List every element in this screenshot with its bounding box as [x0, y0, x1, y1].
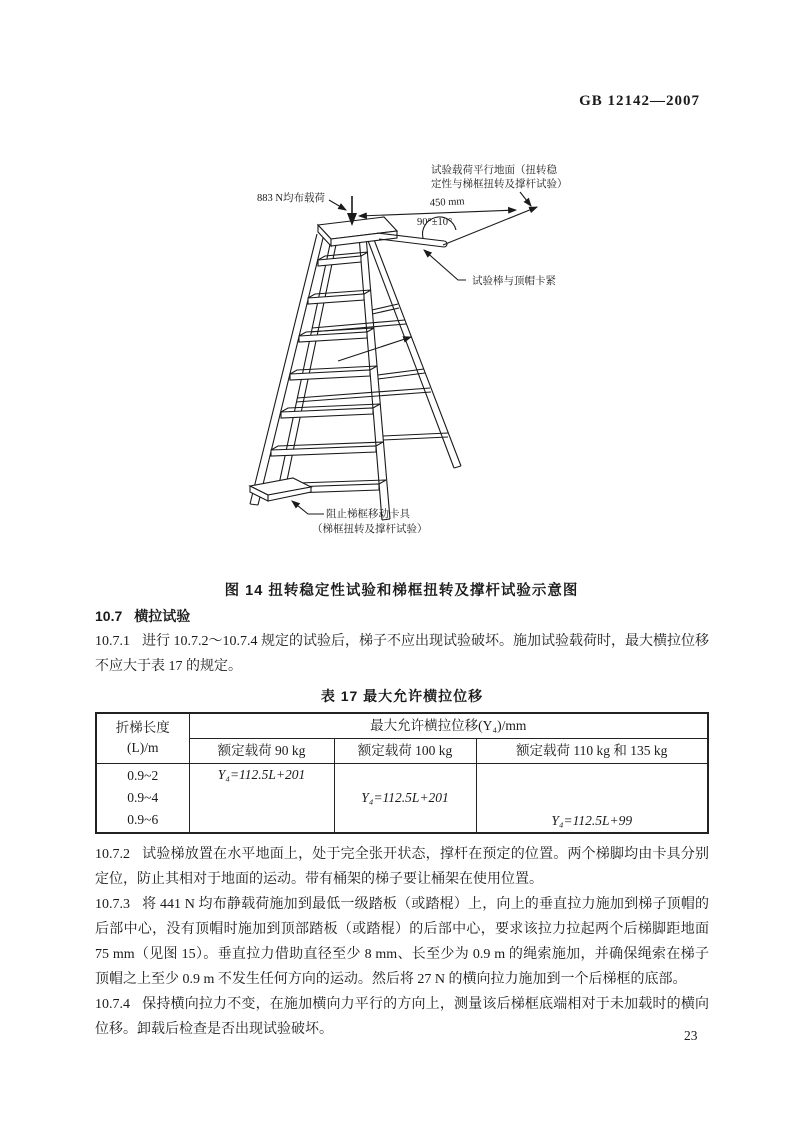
table-title: 表 17 最大允许横拉位移	[320, 688, 484, 704]
table-col-header-100kg: 额定载荷 100 kg	[334, 738, 476, 763]
table-17	[95, 712, 709, 834]
rear-brace-lower	[296, 388, 431, 402]
label-load-parallel-line1: 试验载荷平行地面（扭转稳	[431, 165, 557, 176]
table-row-header: 折梯长度(L)/m	[96, 713, 189, 763]
table-col-header-110-135kg: 额定载荷 110 kg 和 135 kg	[476, 738, 708, 763]
formula-100kg: Y₄=112.5L+201	[334, 763, 476, 833]
spreader-bar-2	[378, 369, 425, 379]
length-value-3: 0.9~6	[127, 811, 159, 827]
label-dimension-450: 450 mm	[429, 196, 465, 209]
clause-number: 10.7.4	[95, 996, 130, 1012]
clause-number: 10.7.1	[95, 634, 130, 649]
formula-110-135kg: Y₄=112.5L+99	[476, 763, 708, 833]
clause-text: 进行 10.7.2～10.7.4 规定的试验后，梯子不应出现试验破坏。施加试验载荷时，最大横拉位移不应大于表 17 的规定。	[95, 634, 709, 674]
note-leader-arrow	[520, 192, 531, 206]
section-heading-10-7	[95, 604, 709, 629]
section-number: 10.7	[95, 608, 123, 624]
formula-90kg: Y₄=112.5L+201	[189, 763, 334, 833]
length-value-2: 0.9~4	[127, 789, 159, 805]
paragraph-10-7-3	[95, 892, 709, 992]
paragraph-10-7-1	[95, 629, 709, 679]
table-col-header-90kg: 额定载荷 90 kg	[189, 738, 334, 763]
label-test-rod-clamp: 试验棒与顶帽卡紧	[472, 276, 556, 287]
page-number: 23	[684, 1028, 698, 1043]
clause-number: 10.7.2	[95, 846, 130, 862]
clause-text: 将 441 N 均布静载荷施加到最低一级踏板（或踏棍）上，向上的垂直拉力施加到梯子顶帽的后部中心，没有顶帽时施加到顶部踏板（或踏棍）的后部中心，要求该拉力拉起两个后梯脚距地面 75 mm（见图 15）。垂直拉力借助直径至少 8 mm、长至少为 0.9 m 的绳索施加，并确保绳索在梯子顶帽之上至少 0.9 m 不发生任何方向的运动。然后将 27 N 的横向拉力施加到一个后梯框的底部。	[95, 896, 709, 987]
label-foot-clamp-line1: 阻止梯框移动卡具	[326, 509, 410, 520]
ladder-test-drawing	[180, 148, 610, 576]
label-foot-clamp-line2: （梯框扭转及撑杆试验）	[312, 524, 428, 535]
diagram-labels	[257, 163, 568, 535]
clause-number: 10.7.3	[95, 896, 130, 912]
top-cap	[318, 217, 397, 246]
figure-14-diagram	[180, 148, 610, 576]
ladder-sketch	[250, 192, 537, 520]
table-span-header: 最大允许横拉位移(Y₄)/mm	[189, 713, 708, 738]
body-text	[95, 604, 709, 1042]
ladder-steps	[262, 252, 386, 494]
standard-number: GB 12142—2007	[579, 93, 700, 109]
table-length-column	[96, 763, 189, 833]
paragraph-10-7-4	[95, 992, 709, 1042]
foot-clamp	[250, 478, 311, 501]
paragraph-10-7-2	[95, 842, 709, 892]
label-angle: 90°±10°	[417, 217, 453, 228]
length-value-1: 0.9~2	[127, 767, 159, 783]
rod-label-leader	[424, 250, 466, 280]
label-load-parallel-line2: 定性与梯框扭转及撑杆试验）	[431, 179, 568, 190]
dimension-line-450	[359, 210, 516, 216]
clause-text: 试验梯放置在水平地面上，处于完全张开状态，撑杆在预定的位置。两个梯脚均由卡具分别定位，防止其相对于地面的运动。带有桶架的梯子要让桶架在使用位置。	[95, 846, 709, 887]
section-title: 横拉试验	[134, 608, 191, 624]
label-distributed-load: 883 N均布载荷	[257, 193, 325, 204]
spreader-bar-3	[383, 433, 448, 440]
rear-brace-upper	[311, 320, 406, 332]
figure-caption: 图 14 扭转稳定性试验和梯框扭转及撑杆试验示意图	[224, 583, 579, 599]
clause-text: 保持横向拉力不变，在施加横向力平行的方向上，测量该后梯框底端相对于未加载时的横向位移。卸载后检查是否出现试验破坏。	[95, 996, 709, 1037]
clamp-label-leader	[292, 501, 324, 514]
load-label-leader	[329, 200, 346, 210]
